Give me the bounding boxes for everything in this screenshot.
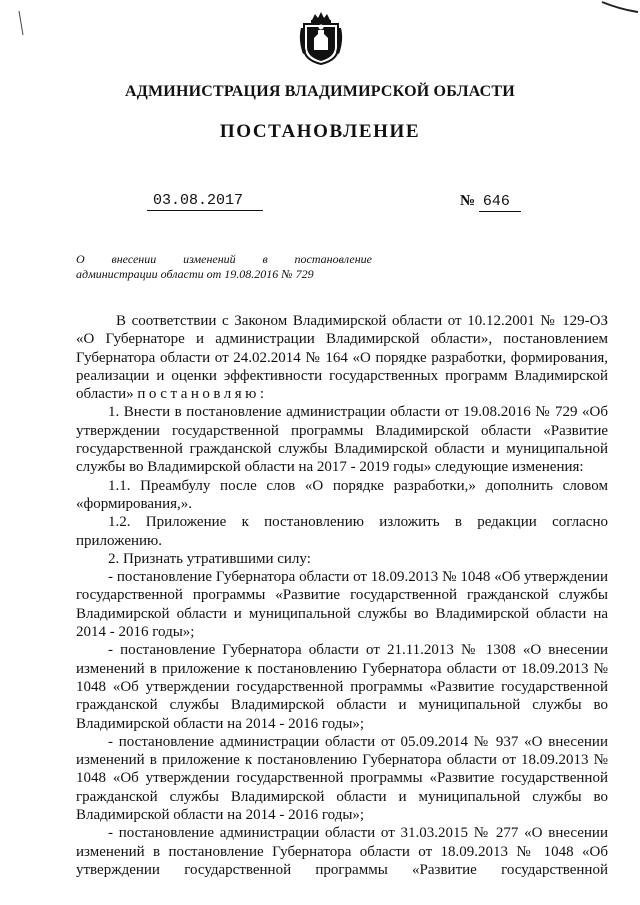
- item-2: 2. Признать утратившими силу:: [108, 550, 311, 567]
- preamble-paragraph: [76, 312, 608, 403]
- item-1-2: 1.2. Приложение к постановлению изложить в редакции согласно приложению.: [76, 514, 608, 549]
- decree-word: постановляю:: [137, 386, 268, 403]
- document-subject: [76, 252, 372, 282]
- corner-scan-mark-icon: [600, 0, 640, 16]
- subject-word: внесении: [111, 252, 157, 266]
- repealed-item-2: - постановление Губернатора области от 21.11.2013 № 1308 «О внесении изменений в приложение к постановлению Губернатора области от 18.09.2013 № 1048 «Об утверждении государственной программы «Развитие государственной гражданской службы Владимирской области и муниципальной службы во Владимирской области на 2014 - 2016 годы»;: [76, 642, 608, 732]
- subject-word: в: [262, 252, 268, 266]
- document-number: [460, 192, 521, 212]
- organization-title: АДМИНИСТРАЦИЯ ВЛАДИМИРСКОЙ ОБЛАСТИ: [125, 83, 515, 100]
- subject-line-1: [76, 252, 372, 267]
- subject-word: изменений: [183, 252, 236, 266]
- repealed-item-3: - постановление администрации области от 05.09.2014 № 937 «О внесении изменений в приложение к постановлению Губернатора области от 18.09.2013 № 1048 «Об утверждении государственной программы «Развитие государственной гражданской службы Владимирской области и муниципальной службы во Владимирской области на 2014 - 2016 годы»;: [76, 733, 608, 824]
- number-sign: №: [460, 193, 476, 209]
- preamble-text: В соответствии с Законом Владимирской области от 10.12.2001 № 129-ОЗ «О Губернаторе и администрации Владимирской области», постановлением Губернатора области от 24.02.2014 № 164 «О порядке разработки, формирования, реализации и оценки эффективности государственных программ Владимирской области»: [76, 313, 608, 403]
- subject-word: О: [76, 252, 85, 266]
- repealed-item-1: - постановление Губернатора области от 18.09.2013 № 1048 «Об утверждении государственной программы «Развитие государственной гражданской службы Владимирской области и муниципальной службы во Владимирской области на 2014 - 2016 годы»;: [76, 569, 608, 641]
- subject-line-2: администрации области от 19.08.2016 № 729: [76, 267, 314, 281]
- scan-mark-icon: [18, 10, 24, 36]
- subject-word: постановление: [294, 252, 372, 266]
- document-type-title: ПОСТАНОВЛЕНИЕ: [219, 121, 421, 142]
- coat-of-arms-icon: [298, 10, 344, 66]
- item-1: 1. Внести в постановление администрации области от 19.08.2016 № 729 «Об утверждении государственной программы Владимирской области «Развитие государственной гражданской службы Владимирской области и муниципальной службы во Владимирской области на 2017 - 2019 годы» следующие изменения:: [76, 404, 608, 476]
- item-1-1: 1.1. Преамбулу после слов «О порядке разработки,» дополнить словом «формирования,».: [76, 477, 608, 512]
- document-body: [76, 312, 608, 879]
- repealed-item-4: - постановление администрации области от 31.03.2015 № 277 «О внесении изменений в постановление Губернатора области от 18.09.2013 № 1048 «Об утверждении государственной программы «Развитие государственной: [76, 825, 608, 878]
- number-value: 646: [479, 193, 521, 212]
- document-date: 03.08.2017: [147, 192, 263, 211]
